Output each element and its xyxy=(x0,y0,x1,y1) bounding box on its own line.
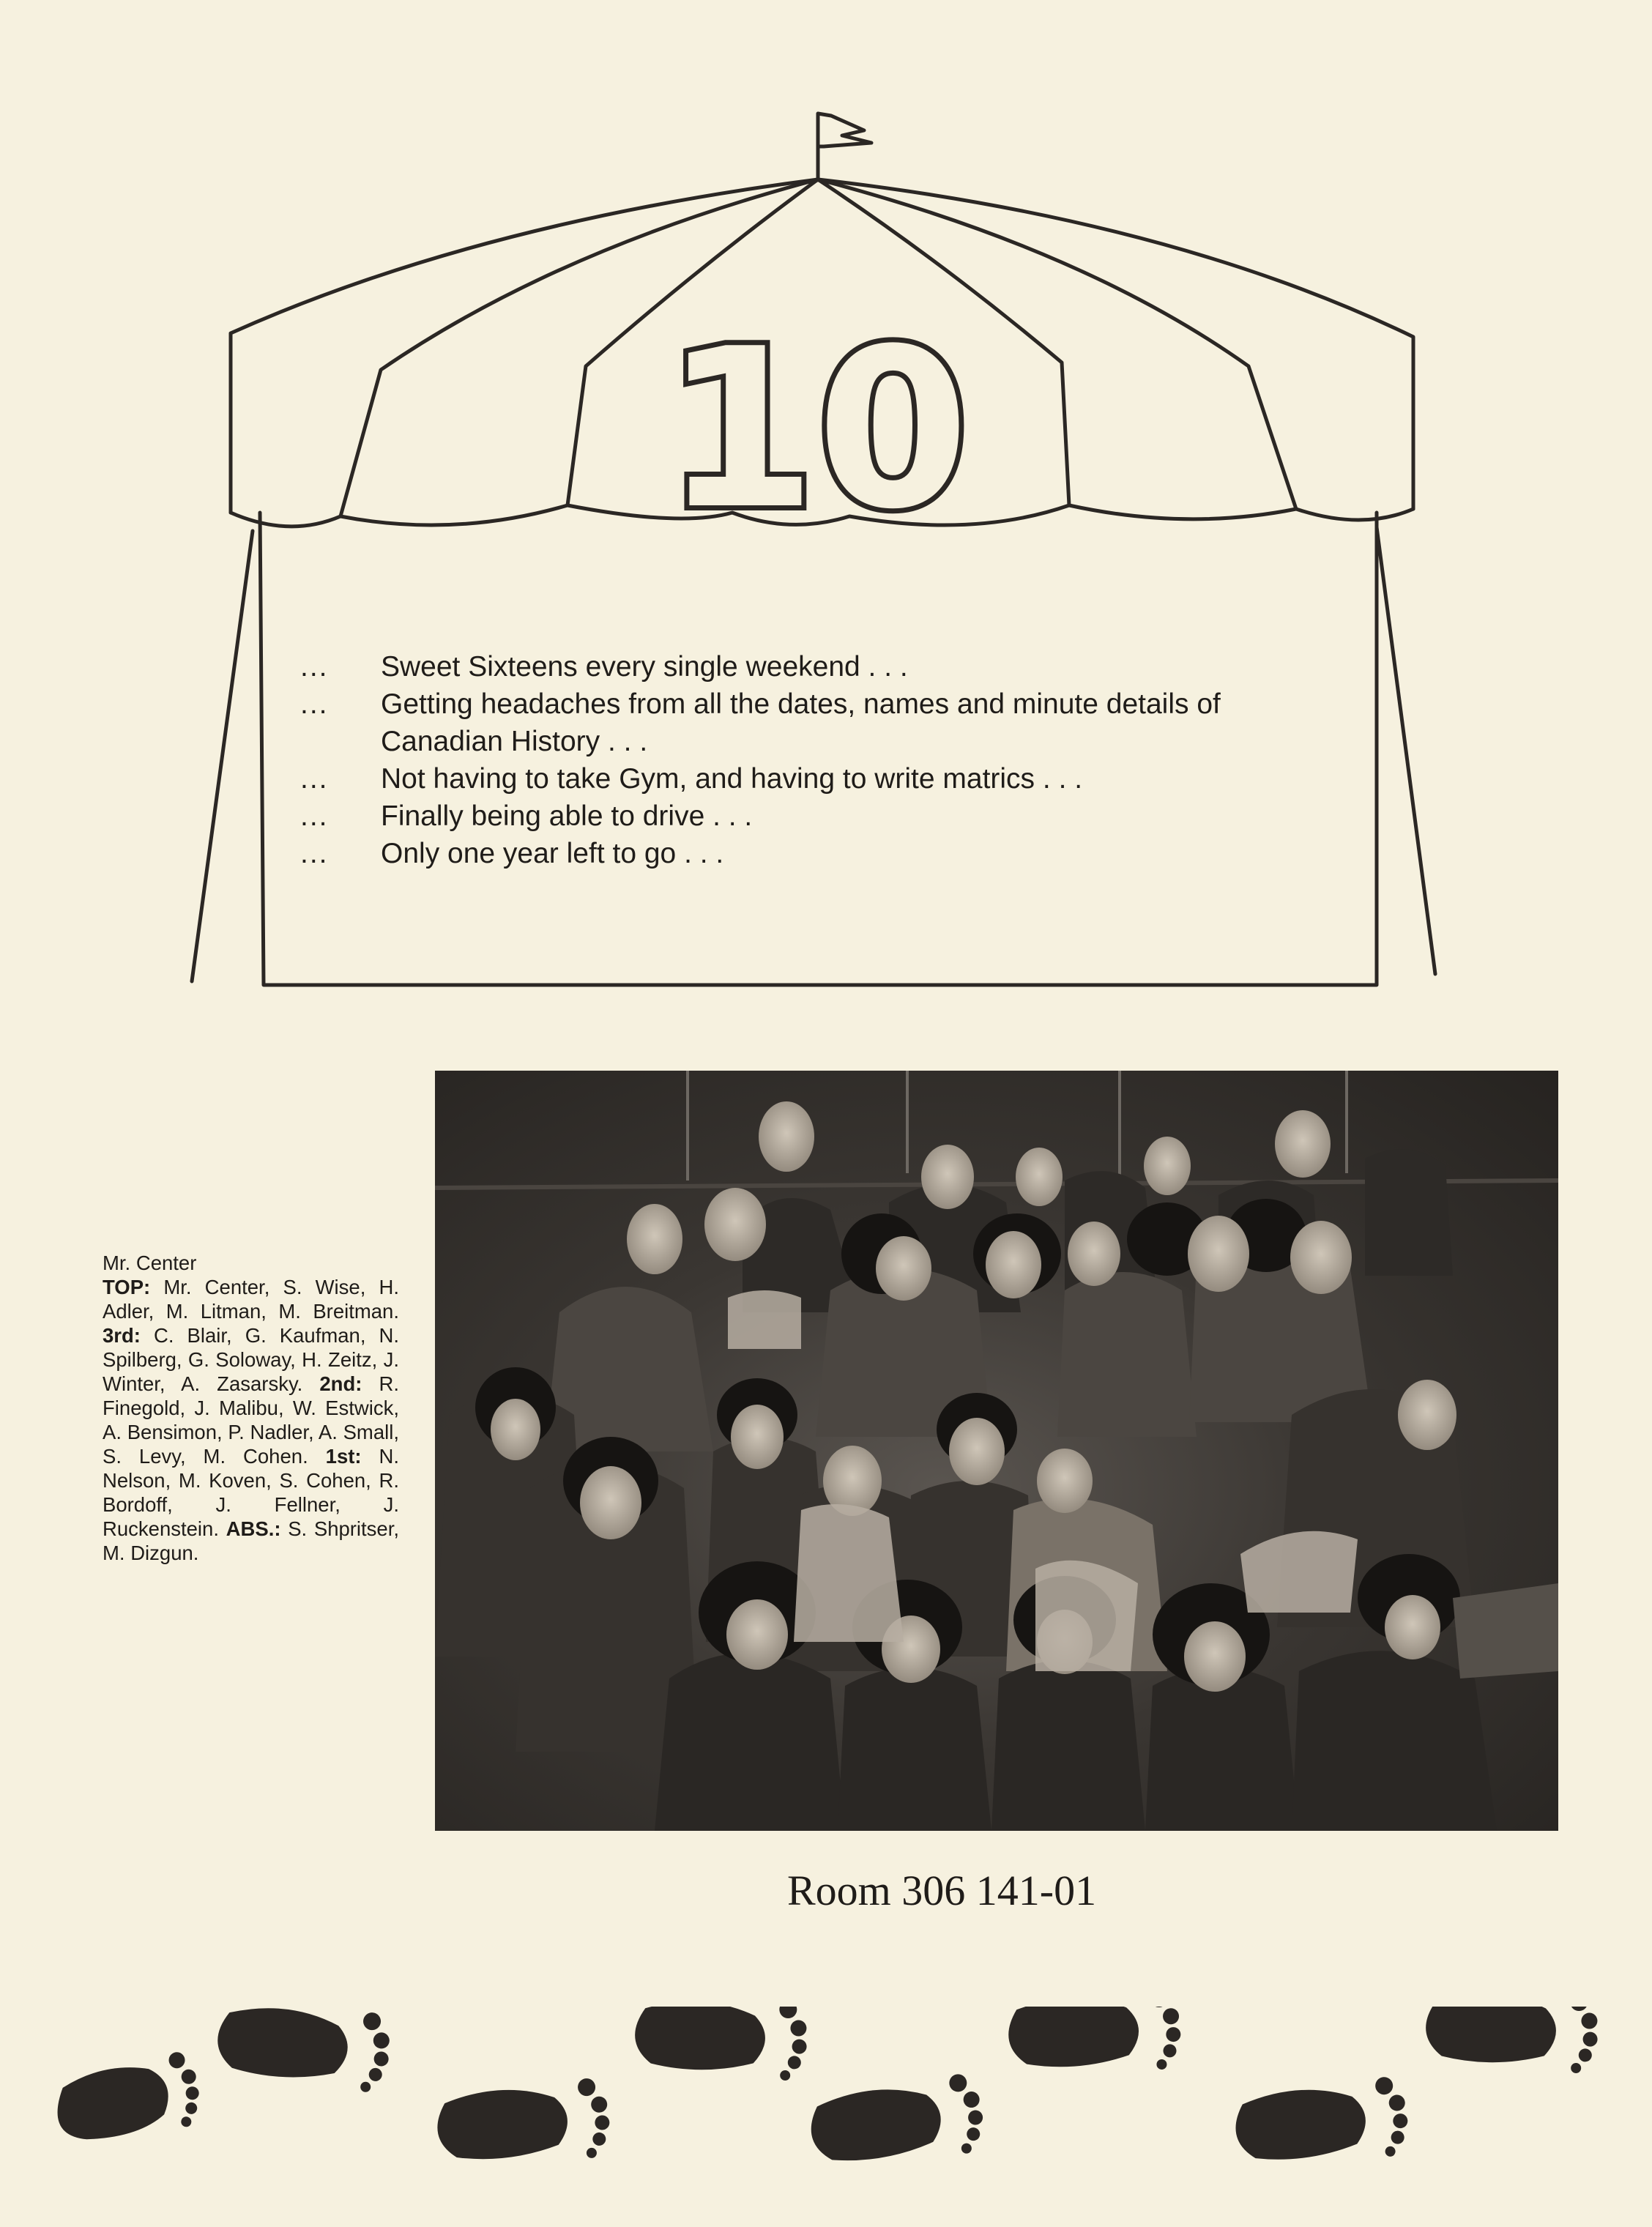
footprint-icon xyxy=(633,2007,808,2081)
ellipsis-lead: ... xyxy=(300,651,329,683)
row-label: 3rd: xyxy=(103,1324,141,1347)
row-label: 2nd: xyxy=(319,1372,362,1395)
row-names: S. Shpritser, M. Dizgun. xyxy=(103,1517,400,1564)
footprint-icon xyxy=(215,2007,392,2094)
row-names: N. Nelson, M. Koven, S. Cohen, R. Bordoff, J. Fellner, J. Ruckenstein. xyxy=(103,1445,399,1540)
ellipsis-lead: ... xyxy=(300,838,329,869)
footprints-decoration xyxy=(0,2007,1652,2227)
grade-number: 10 xyxy=(663,302,970,557)
memory-item xyxy=(300,760,1347,798)
row-label: 1st: xyxy=(325,1445,362,1468)
memory-item xyxy=(300,835,1347,872)
memory-text: Only one year left to go . . . xyxy=(381,838,724,869)
teacher-name: Mr. Center xyxy=(103,1252,197,1274)
memory-text: Not having to take Gym, and having to write matrics . . . xyxy=(381,763,1083,795)
footprint-icon xyxy=(1007,2007,1183,2078)
footprint-icon xyxy=(806,2072,988,2175)
row-names: C. Blair, G. Kaufman, N. Spilberg, G. Soloway, H. Zeitz, J. Winter, A. Zasarsky. xyxy=(103,1324,400,1395)
row-names: R. Finegold, J. Malibu, W. Estwick, A. Bensimon, P. Nadler, A. Small, S. Levy, M. Cohen. xyxy=(103,1372,399,1468)
memory-item xyxy=(300,685,1347,760)
footprint-icon xyxy=(434,2077,612,2171)
photo-caption xyxy=(103,1251,399,1565)
footprint-icon xyxy=(51,2050,205,2149)
ellipsis-lead: ... xyxy=(300,800,329,832)
row-names: Mr. Center, S. Wise, H. Adler, M. Litman, M. Breitman. xyxy=(103,1276,399,1323)
room-title: Room 306 141-01 xyxy=(787,1867,1097,1914)
footprint-icon xyxy=(1232,2075,1411,2172)
row-label: TOP: xyxy=(103,1276,151,1298)
ellipsis-lead: ... xyxy=(300,763,329,795)
memory-item xyxy=(300,648,1347,685)
row-label: ABS.: xyxy=(226,1517,281,1540)
memory-text: Finally being able to drive . . . xyxy=(381,800,753,832)
footprint-icon xyxy=(1424,2007,1599,2074)
memory-text: Getting headaches from all the dates, names and minute details of Canadian History . . . xyxy=(381,688,1221,757)
memory-item xyxy=(300,798,1347,835)
memory-text: Sweet Sixteens every single weekend . . . xyxy=(381,651,908,683)
class-photo xyxy=(435,1071,1558,1831)
memories-list xyxy=(300,648,1347,872)
ellipsis-lead: ... xyxy=(300,688,329,720)
